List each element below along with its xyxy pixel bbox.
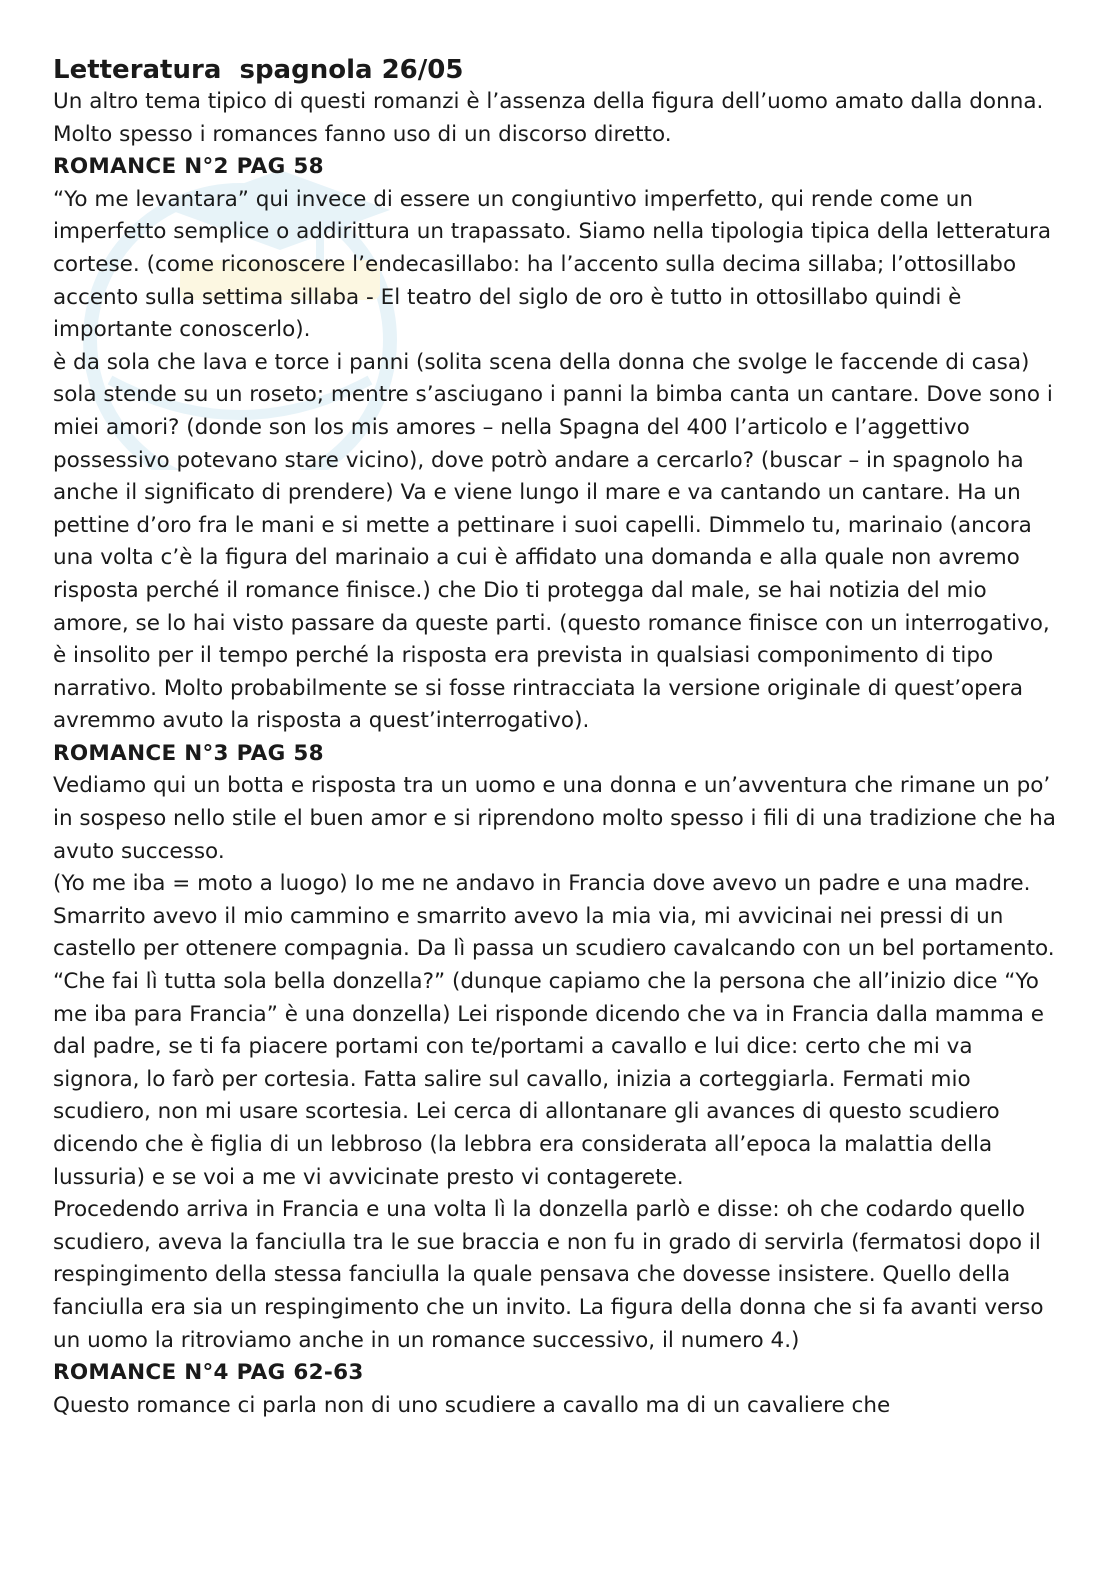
intro-paragraph: Un altro tema tipico di questi romanzi è l’assenza della figura dell’uomo amato dalla donna. Molto spesso i romances fanno uso di un discorso diretto.: [53, 89, 1044, 147]
section-paragraph: Questo romance ci parla non di uno scudiere a cavallo ma di un cavaliere che: [53, 1392, 891, 1418]
section-paragraph: Vediamo qui un botta e risposta tra un uomo e una donna e un’avventura che rimane un po’ in sospeso nello stile el buen amor e si riprendono molto spesso i fili di una tradizione che ha avuto successo.: [53, 773, 1056, 864]
section-paragraph: è da sola che lava e torce i panni (solita scena della donna che svolge le faccende di casa) sola stende su un roseto; mentre s’asciugano i panni la bimba canta un cantare. Dove sono i miei amori? (donde son los mis amores – nella Spagna del 400 l’articolo e l’aggettivo possessivo potevano stare vicino), dove potrò andare a cercarlo? (buscar – in spagnolo ha anche il significato di prendere) Va e viene lungo il mare e va cantando un cantare. Ha un pettine d’oro fra le mani e si mette a pettinare i suoi capelli. Dimmelo tu, marinaio (ancora una volta c’è la figura del marinaio a cui è affidato una domanda e alla quale non avremo risposta perché il romance finisce.) che Dio ti protegga dal male, se hai notizia del mio amore, se lo hai visto passare da queste parti. (questo romance finisce con un interrogativo, è insolito per il tempo perché la risposta era prevista in qualsiasi componimento di tipo narrativo. Molto probabilmente se si fosse rintracciata la versione originale di quest’opera avremmo avuto la risposta a quest’interrogativo).: [53, 349, 1053, 734]
section-heading: ROMANCE N°4 PAG 62-63: [53, 1360, 364, 1386]
section-romance-3: [53, 738, 1063, 1357]
section-paragraph: “Yo me levantara” qui invece di essere un congiuntivo imperfetto, qui rende come un imperfetto semplice o addirittura un trapassato. Siamo nella tipologia tipica della letteratura cortese. (come riconoscere l’endecasillabo: ha l’accento sulla decima sillaba; l’ottosillabo accento sulla settima sillaba - El teatro del siglo de oro è tutto in ottosillabo quindi è importante conoscerlo).: [53, 186, 1052, 343]
section-heading: ROMANCE N°3 PAG 58: [53, 740, 324, 766]
document-page: [53, 54, 1063, 1422]
section-romance-4: [53, 1357, 1063, 1422]
section-paragraph: (Yo me iba = moto a luogo) Io me ne andavo in Francia dove avevo un padre e una madre. Smarrito avevo il mio cammino e smarrito avevo la mia via, mi avvicinai nei pressi di un castello per ottenere compagnia. Da lì passa un scudiero cavalcando con un bel portamento. “Che fai lì tutta sola bella donzella?” (dunque capiamo che la persona che all’inizio dice “Yo me iba para Francia” è una donzella) Lei risponde dicendo che va in Francia dalla mamma e dal padre, se ti fa piacere portami con te/portami a cavallo e lui dice: certo che mi va signora, lo farò per cortesia. Fatta salire sul cavallo, inizia a corteggiarla. Fermati mio scudiero, non mi usare scortesia. Lei cerca di allontanare gli avances di questo scudiero dicendo che è figlia di un lebbroso (la lebbra era considerata all’epoca la malattia della lussuria) e se voi a me vi avvicinate presto vi contagerete.: [53, 871, 1055, 1190]
section-heading: ROMANCE N°2 PAG 58: [53, 154, 324, 180]
section-romance-2: [53, 151, 1063, 738]
section-paragraph: Procedendo arriva in Francia e una volta lì la donzella parlò e disse: oh che codardo quello scudiero, aveva la fanciulla tra le sue braccia e non fu in grado di servirla (fermatosi dopo il respingimento della stessa fanciulla la quale pensava che dovesse insistere. Quello della fanciulla era sia un respingimento che un invito. La figura della donna che si fa avanti verso un uomo la ritroviamo anche in un romance successivo, il numero 4.): [53, 1197, 1044, 1353]
document-title: Letteratura spagnola 26/05: [53, 55, 464, 85]
